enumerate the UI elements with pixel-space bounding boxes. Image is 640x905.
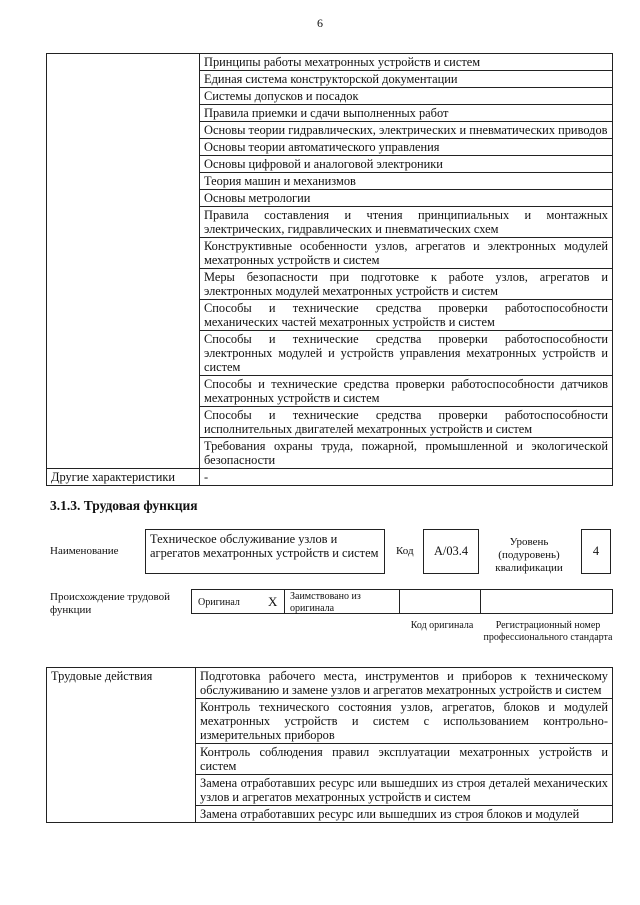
knowledge-item: Способы и технические средства проверки работоспособности механических частей мехатронных устройств и систем [200,300,613,331]
orig-code-label: Код оригинала [410,620,474,631]
knowledge-item: Принципы работы мехатронных устройств и систем [200,54,613,71]
action-item: Подготовка рабочего места, инструментов и приборов к техническому обслуживанию и замене узлов и агрегатов мехатронных устройств и систем [196,668,613,699]
origin-label: Происхождение трудовой функции [50,591,171,616]
knowledge-item: Требования охраны труда, пожарной, промышленной и экологической безопасности [200,438,613,469]
original-label: Оригинал [198,597,240,608]
page-number: 6 [317,16,323,30]
knowledge-item: Основы цифровой и аналоговой электроники [200,156,613,173]
knowledge-item: Системы допусков и посадок [200,88,613,105]
function-name-box: Техническое обслуживание узлов и агрегатов мехатронных устройств и систем [145,529,385,574]
function-code-box: А/03.4 [423,529,479,574]
actions-table [46,667,613,823]
knowledge-item: Способы и технические средства проверки работоспособности датчиков мехатронных устройств и систем [200,376,613,407]
action-item: Контроль соблюдения правил эксплуатации мехатронных устройств и систем [196,744,613,775]
other-characteristics-value: - [200,469,613,486]
knowledge-table [46,53,613,486]
table-row [47,469,613,486]
table-row [47,668,613,699]
knowledge-item: Основы теории гидравлических, электрических и пневматических приводов [200,122,613,139]
action-item: Контроль технического состояния узлов, агрегатов, блоков и модулей мехатронных устройств и систем с использованием контрольно-измерительных приборов [196,699,613,744]
code-label: Код [396,545,414,557]
knowledge-item: Способы и технические средства проверки работоспособности исполнительных двигателей мехатронных устройств и систем [200,407,613,438]
section-title: 3.1.3. Трудовая функция [50,498,198,513]
table-row [47,54,613,71]
action-item: Замена отработавших ресурс или вышедших из строя деталей механических узлов и агрегатов мехатронных устройств и систем [196,775,613,806]
knowledge-label-cell [47,54,200,469]
actions-label: Трудовые действия [47,668,196,823]
name-label: Наименование [50,545,119,557]
borrowed-cell: Заимствовано из оригинала [284,589,400,614]
qualification-level-label: Уровень (подуровень) квалификации [495,536,563,574]
knowledge-item: Правила приемки и сдачи выполненных работ [200,105,613,122]
action-item: Замена отработавших ресурс или вышедших из строя блоков и модулей [196,806,613,823]
original-cell [191,589,285,614]
qualification-level-box: 4 [581,529,611,574]
knowledge-item: Теория машин и механизмов [200,173,613,190]
knowledge-item: Меры безопасности при подготовке к работе узлов, агрегатов и электронных модулей мехатронных устройств и систем [200,269,613,300]
other-characteristics-label: Другие характеристики [47,469,200,486]
knowledge-item: Конструктивные особенности узлов, агрегатов и электронных модулей мехатронных устройств и систем [200,238,613,269]
original-mark: X [268,594,278,609]
reg-number-label: Регистрационный номер профессионального стандарта [483,620,613,643]
knowledge-item: Основы метрологии [200,190,613,207]
reg-number-cell [480,589,613,614]
knowledge-item: Правила составления и чтения принципиальных и монтажных электрических, гидравлических и пневматических схем [200,207,613,238]
knowledge-item: Единая система конструкторской документации [200,71,613,88]
orig-code-cell [399,589,481,614]
knowledge-item: Способы и технические средства проверки работоспособности электронных модулей и устройств управления мехатронных устройств и систем [200,331,613,376]
knowledge-item: Основы теории автоматического управления [200,139,613,156]
